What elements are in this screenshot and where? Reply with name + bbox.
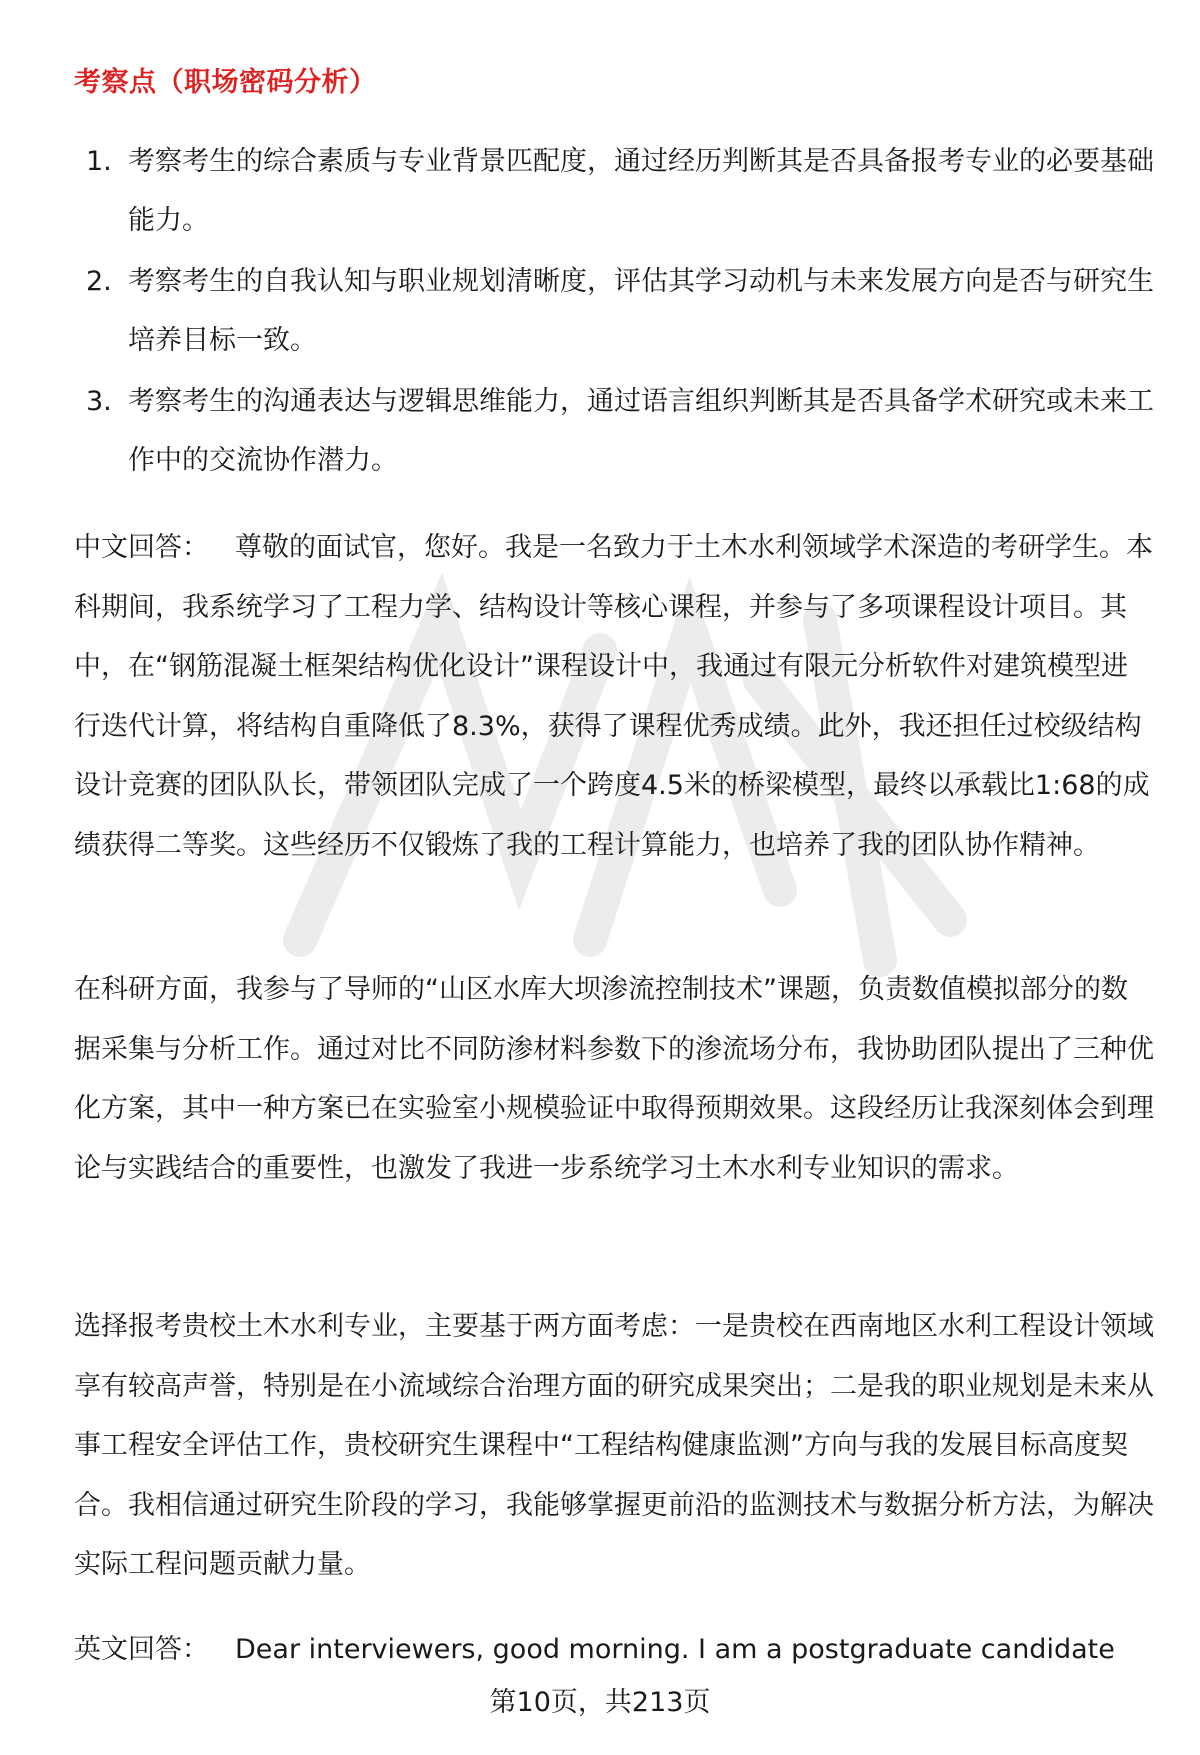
english-answer-text: Dear interviewers, good morning. I am a postgraduate candidate bbox=[235, 1634, 1115, 1665]
chinese-answer-text-1: 尊敬的面试官，您好。我是一名致力于土木水利领域学术深造的考研学生。本科期间，我系统学习了工程力学、结构设计等核心课程，并参与了多项课程设计项目。其中，在“钢筋混凝土框架结构优化设计”课程设计中，我通过有限元分析软件对建筑模型进行迭代计算，将结构自重降低了8.3%，获得了课程优秀成绩。此外，我还担任过校级结构设计竞赛的团队队长，带领团队完成了一个跨度4.5米的桥梁模型，最终以承载比1:68的成绩获得二等奖。这些经历不仅锻炼了我的工程计算能力，也培养了我的团队协作精神。 bbox=[74, 532, 1153, 861]
list-item bbox=[74, 372, 1154, 490]
chinese-answer-label: 中文回答： bbox=[74, 532, 209, 563]
list-item bbox=[74, 252, 1154, 370]
list-number: 2. bbox=[86, 266, 112, 297]
list-item-text: 考察考生的综合素质与专业背景匹配度，通过经历判断其是否具备报考专业的必要基础能力。 bbox=[128, 146, 1154, 236]
chinese-answer-paragraph-3: 选择报考贵校土木水利专业，主要基于两方面考虑：一是贵校在西南地区水利工程设计领域享有较高声誉，特别是在小流域综合治理方面的研究成果突出；二是我的职业规划是未来从事工程安全评估工作，贵校研究生课程中“工程结构健康监测”方向与我的发展目标高度契合。我相信通过研究生阶段的学习，我能够掌握更前沿的监测技术与数据分析方法，为解决实际工程问题贡献力量。 bbox=[74, 1311, 1154, 1580]
chinese-answer-paragraph-2: 在科研方面，我参与了导师的“山区水库大坝渗流控制技术”课题，负责数值模拟部分的数据采集与分析工作。通过对比不同防渗材料参数下的渗流场分布，我协助团队提出了三种优化方案，其中一种方案已在实验室小规模验证中取得预期效果。这段经历让我深刻体会到理论与实践结合的重要性，也激发了我进一步系统学习土木水利专业知识的需求。 bbox=[74, 974, 1154, 1184]
list-item bbox=[74, 132, 1154, 250]
english-answer-paragraph bbox=[74, 1620, 1154, 1680]
page-number-footer: 第10页，共213页 bbox=[489, 1687, 711, 1718]
english-answer-label: 英文回答： bbox=[74, 1634, 209, 1665]
chinese-answer-paragraph-1 bbox=[74, 518, 1154, 875]
list-number: 1. bbox=[86, 146, 112, 177]
section-heading: 考察点（职场密码分析） bbox=[74, 67, 377, 98]
assessment-points-list bbox=[74, 132, 1154, 492]
list-item-text: 考察考生的沟通表达与逻辑思维能力，通过语言组织判断其是否具备学术研究或未来工作中的交流协作潜力。 bbox=[128, 386, 1154, 476]
list-number: 3. bbox=[86, 386, 112, 417]
list-item-text: 考察考生的自我认知与职业规划清晰度，评估其学习动机与未来发展方向是否与研究生培养目标一致。 bbox=[128, 266, 1154, 356]
